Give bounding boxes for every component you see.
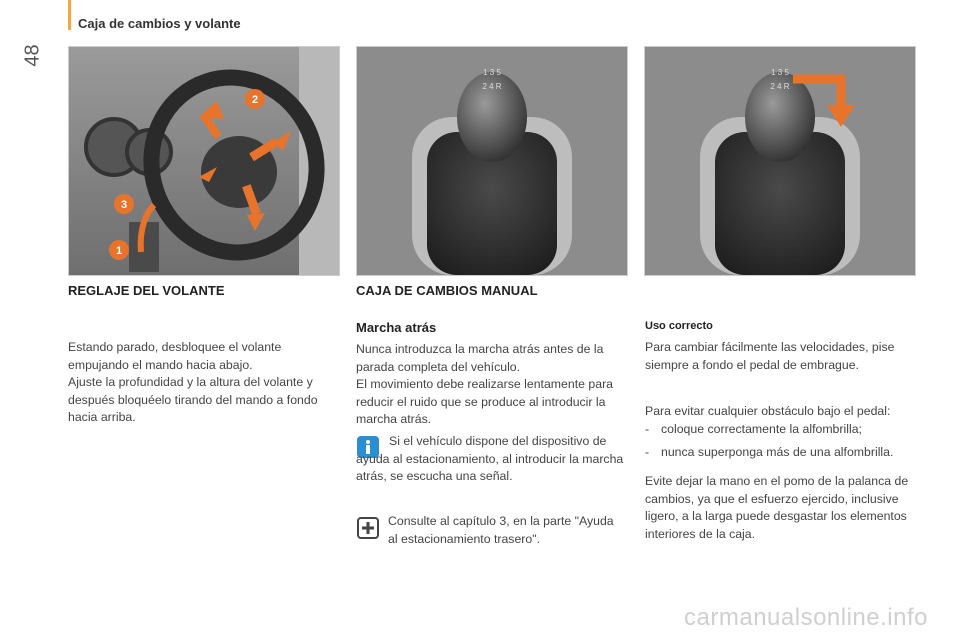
header-accent-bar xyxy=(68,0,71,30)
right-paragraph-1: Para cambiar fácilmente las velocidades, pise siempre a fondo el pedal de embrague. xyxy=(645,340,895,372)
middle-paragraph-2: El movimiento debe realizarse lentamente para reducir el ruido que se produce al introducir la marcha atrás. xyxy=(356,377,614,426)
knob-pattern-bottom: 2 4 R xyxy=(482,82,502,91)
middle-title: CAJA DE CAMBIOS MANUAL xyxy=(356,283,538,298)
watermark: carmanualsonline.info xyxy=(684,604,928,631)
gear-lever-photo xyxy=(356,46,628,276)
left-paragraph-1: Estando parado, desbloquee el volante empujando el mando hacia abajo. xyxy=(68,340,282,372)
plus-note-text: Consulte al capítulo 3, en la parte "Ayuda al estacionamiento trasero". xyxy=(388,514,614,546)
knob-pattern-top: 1 3 5 xyxy=(771,68,789,77)
left-paragraph-2: Ajuste la profundidad y la altura del volante y después bloquéelo tirando del mando a fondo hacia arriba. xyxy=(68,375,318,424)
header-title: Caja de cambios y volante xyxy=(78,16,241,31)
list-item-text: nunca superponga más de una alfombrilla. xyxy=(661,444,894,459)
callout-3: 3 xyxy=(120,199,128,211)
knob-pattern-bottom: 2 4 R xyxy=(770,82,790,91)
list-item: - nunca superponga más de una alfombrilla. xyxy=(645,444,913,462)
right-paragraph-3: Evite dejar la mano en el pomo de la palanca de cambios, ya que el esfuerzo ejercido, inclusive ligero, a la larga puede desgastar los elementos interiores de la caja. xyxy=(645,474,909,541)
gear-lever-reverse-photo xyxy=(644,46,916,276)
plus-note xyxy=(388,513,620,548)
list-item-text: coloque correctamente la alfombrilla; xyxy=(661,422,862,436)
page-number: 48 xyxy=(21,44,44,67)
list-item: - coloque correctamente la alfombrilla; xyxy=(645,421,913,439)
left-title: REGLAJE DEL VOLANTE xyxy=(68,283,225,298)
right-list xyxy=(645,421,913,461)
left-text xyxy=(68,339,338,427)
info-note xyxy=(356,433,624,486)
middle-text xyxy=(356,341,624,429)
plus-icon xyxy=(357,517,379,539)
callout-1: 1 xyxy=(115,245,123,257)
steering-wheel-photo xyxy=(68,46,340,276)
info-note-text: Si el vehículo dispone del dispositivo de ayuda al estacionamiento, al introducir la marcha atrás, se escucha una señal. xyxy=(356,434,624,483)
right-paragraph-2: Para evitar cualquier obstáculo bajo el pedal: xyxy=(645,404,891,418)
middle-subtitle: Marcha atrás xyxy=(356,320,437,335)
knob-pattern-top: 1 3 5 xyxy=(483,68,501,77)
right-subtitle: Uso correcto xyxy=(645,320,713,332)
callout-2: 2 xyxy=(251,94,259,106)
middle-paragraph-1: Nunca introduzca la marcha atrás antes de la parada completa del vehículo. xyxy=(356,342,604,374)
